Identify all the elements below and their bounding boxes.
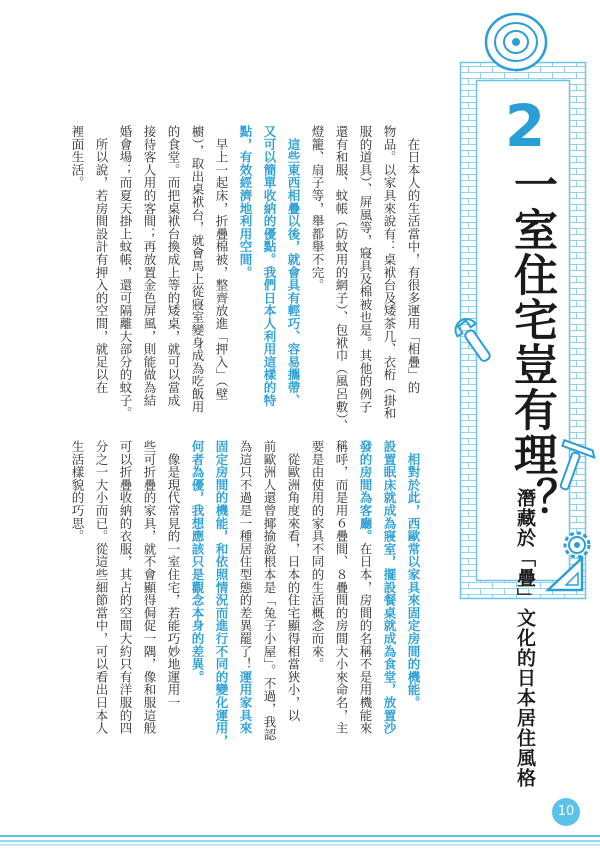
body-line: 裡面生活。: [70, 125, 85, 189]
highlight-line: 何者為優，我想應該只是觀念本身的差異。: [190, 440, 205, 684]
body-line: 從歐洲角度來看，日本的住宅顯得相當狹小，以: [286, 440, 301, 722]
body-line: 分之一大小而已。從這些細節當中，可以看出日本人: [94, 440, 109, 735]
page-number: 10: [552, 798, 580, 826]
mixed-line: [236, 440, 254, 734]
body-line: 所以說，若房間設計有押入的空間，就足以在: [94, 125, 109, 394]
body-line: 早上一起床，折疊棉被，整齊放進「押入」（壁: [214, 125, 229, 401]
body-line: 生活樣貌的巧思。: [70, 440, 85, 543]
body-fragment: 為這只不過是一種居住型態的差異罷了！: [238, 440, 253, 671]
body-line: 還有和服、蚊帳（防蚊用的網子）、包袱巾（風呂敷）、: [334, 125, 349, 433]
body-line: 的食堂。而把桌袱台換成上等的矮桌，就可以當成: [166, 125, 181, 407]
body-line: 物品。以家具來說有：桌袱台及矮茶几、衣桁（掛和: [382, 125, 397, 420]
body-line: 可以折疊收納的衣服，其占的空間大約只有洋服的四: [118, 440, 133, 735]
highlight-line: 點，有效經濟地利用空間。: [238, 125, 253, 279]
body-fragment: 在日本，房間的名稱不是用機能來: [358, 542, 373, 735]
highlight-fragment: 發的房間為客廳。: [358, 440, 373, 543]
chapter-title: 一室住宅豈有理？: [506, 162, 557, 522]
body-line: 燈籠、扇子等，舉都舉不完。: [310, 125, 325, 292]
wood-log-icon: [486, 14, 546, 70]
body-line: 婚會場；而夏天掛上蚊帳，還可隔離大部分的蚊子。: [118, 125, 133, 420]
body-line: 些可折疊的家具，就不會顯得侷促一隅，像和服這般: [142, 440, 157, 735]
body-line: 前歐洲人還曾揶揄說根本是「兔子小屋」。不過，我認: [262, 440, 277, 741]
highlight-line: 又可以簡單收納的優點。我們日本人利用這樣的特: [262, 125, 277, 407]
highlight-line: 這些東西相疊以後，就會具有輕巧、容易攜帶、: [286, 125, 301, 407]
gear-icon: [565, 533, 589, 557]
body-line: 像是現代常見的一室住宅，若能巧妙地運用一: [166, 440, 181, 709]
highlight-line: 相對於此，西歐常以家具來固定房間的機能。: [406, 440, 421, 709]
body-line: 要是由使用的家具不同的生活概念而來。: [310, 440, 325, 671]
highlight-line: 固定房間的機能，和依照情況而進行不同的變化運用，: [214, 440, 229, 748]
body-line: 稱呼，而是用６疊間、８疊間的房間大小來命名，主: [334, 440, 349, 735]
body-line: 服的道具）、屏風等，寢具及棉被也是。其他的例子: [358, 125, 373, 414]
body-line: 櫥），取出桌袱台，就會馬上從寢室變身成為吃飯用: [190, 125, 205, 414]
highlight-line: 設置眠床就成為寢室，擺設餐桌就成為食堂，放置沙: [382, 440, 397, 735]
mixed-line: [356, 440, 374, 734]
chapter-number: 2: [504, 92, 546, 160]
body-line: 接待客人用的客間；再放置金色屏風，則能做為結: [142, 125, 157, 407]
body-line: 在日本人的生活當中，有很多運用「相疊」的: [406, 125, 421, 394]
bottom-band: [0, 836, 600, 851]
highlight-fragment: 運用家具來: [238, 670, 253, 735]
chapter-subtitle: 潛藏於「疊」文化的日本居住風格: [514, 488, 536, 788]
